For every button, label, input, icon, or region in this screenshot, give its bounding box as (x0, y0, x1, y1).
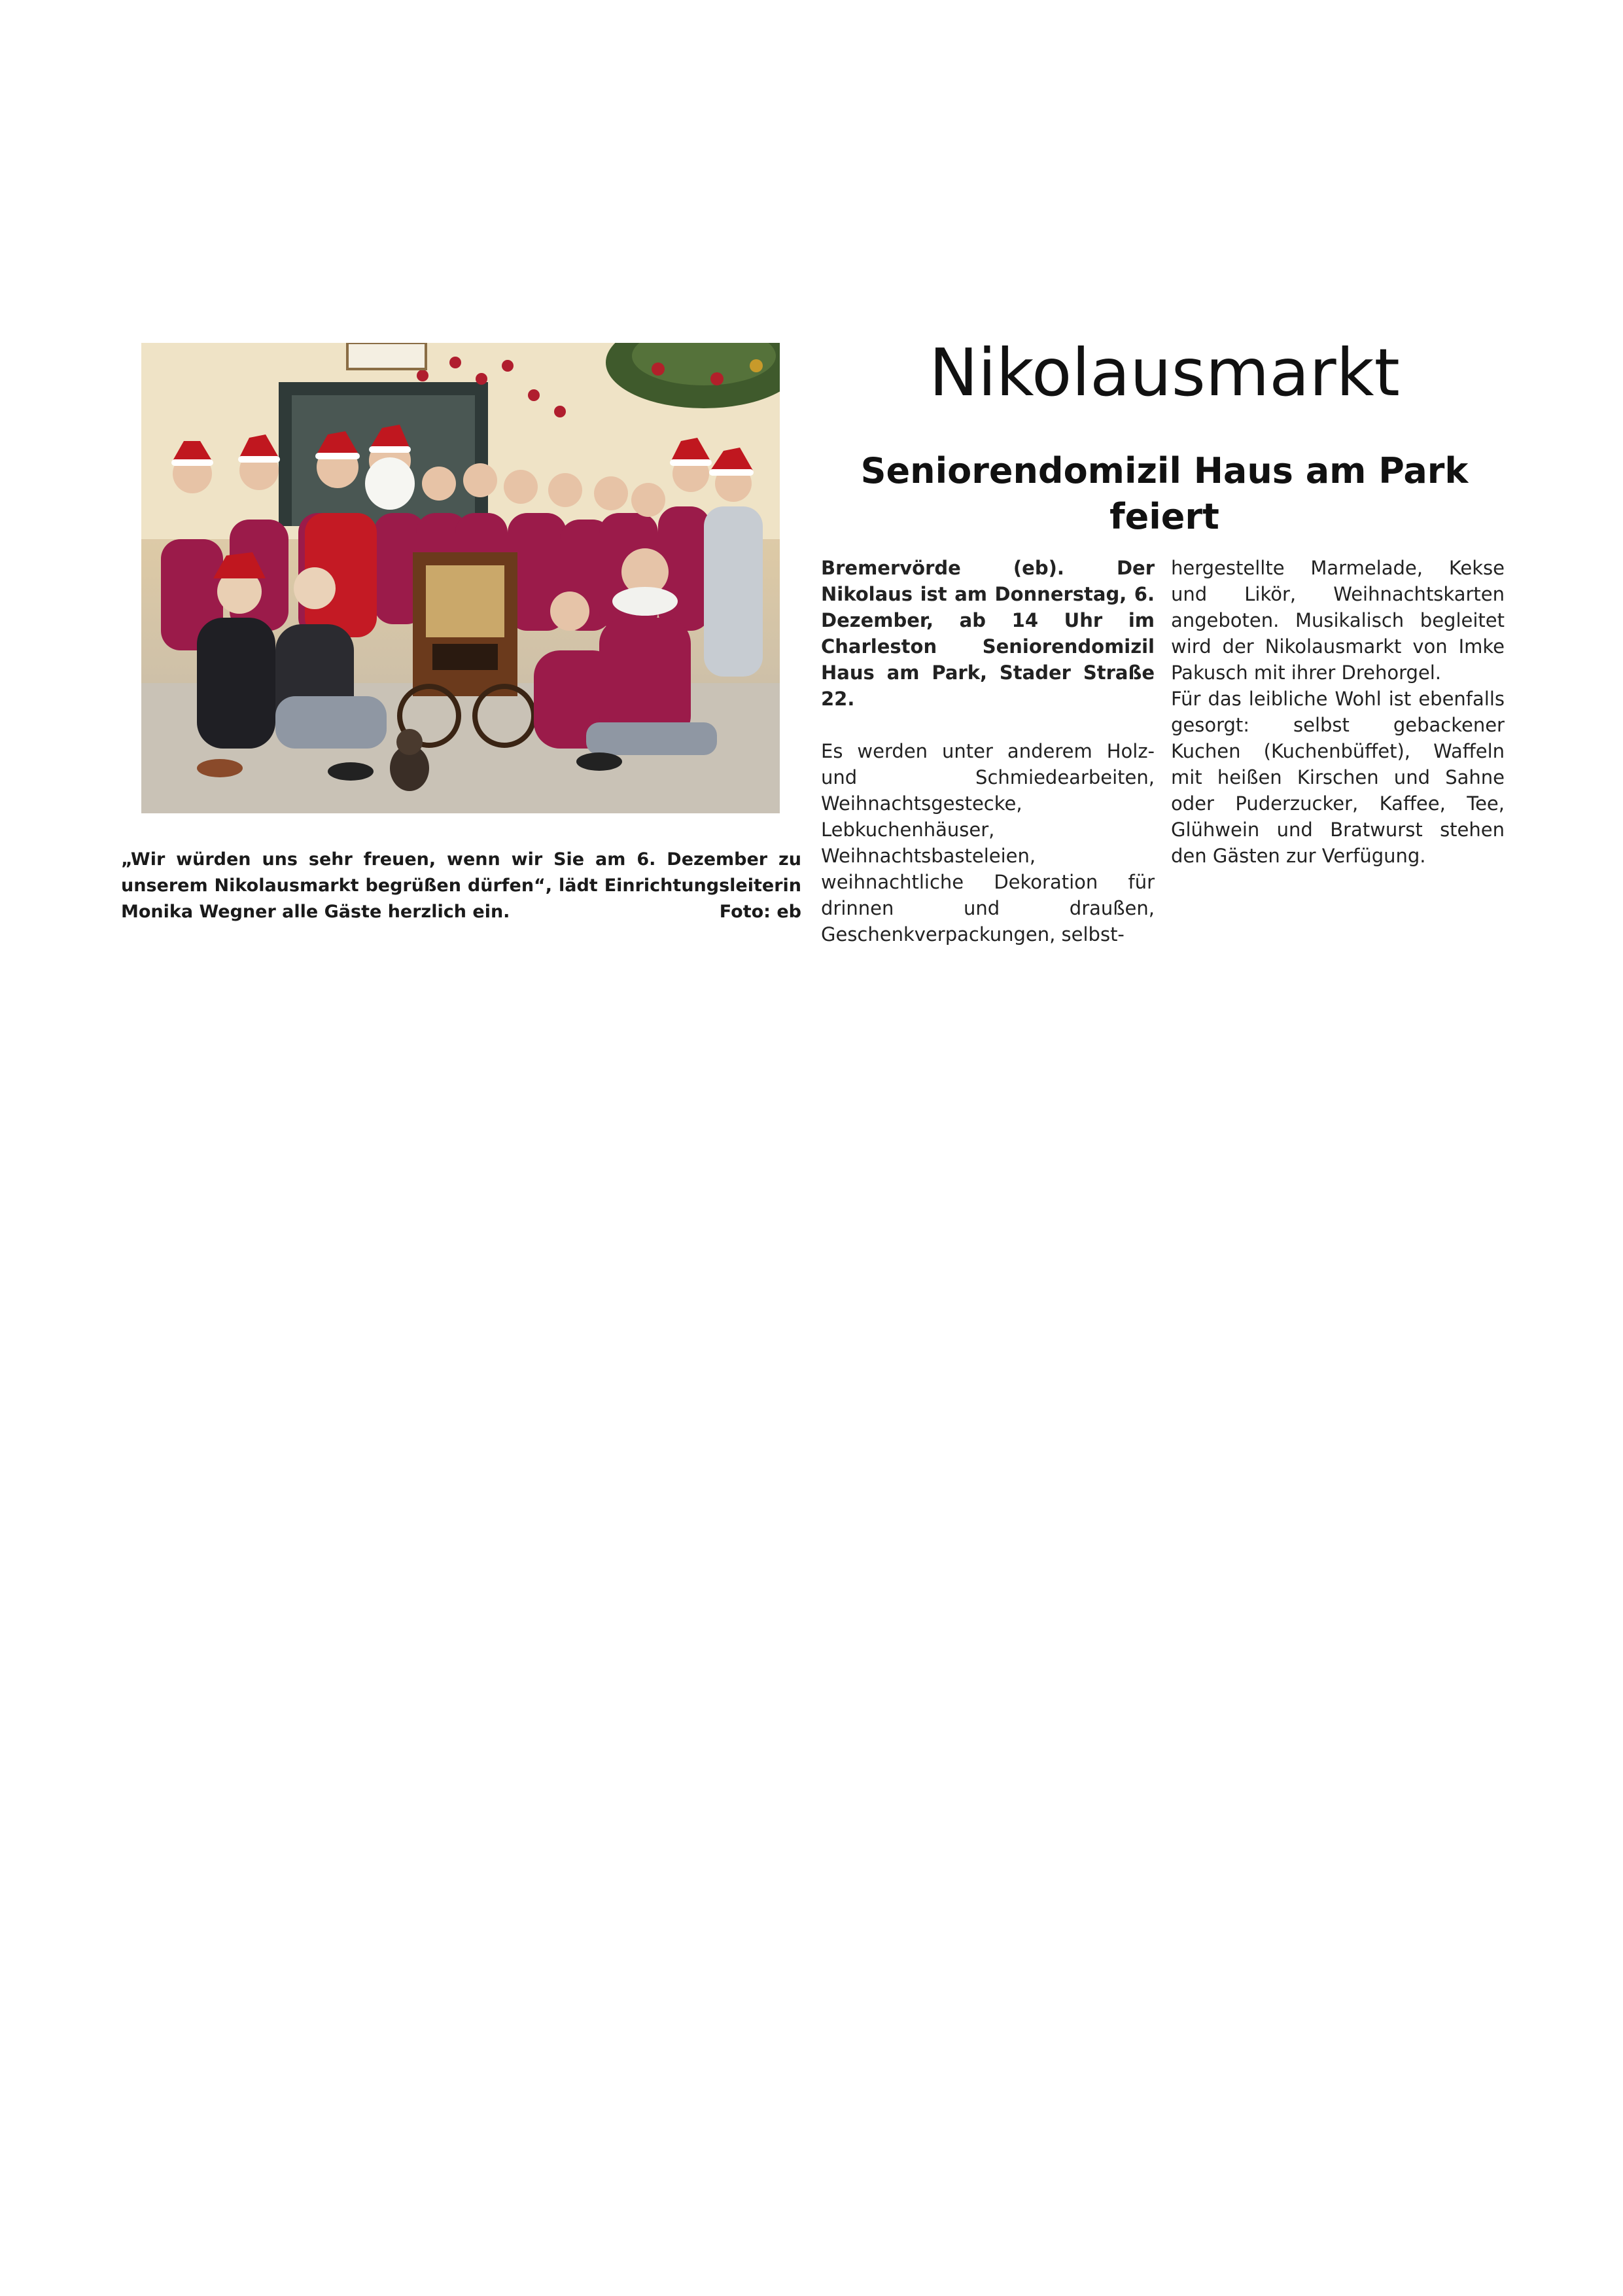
article-paragraph: hergestellte Marmelade, Kekse und Likör, Weihnachtskarten angeboten. Musikalisch begleitet wird der Nikolausmarkt von Imke Pakusch mit ihrer Drehorgel. (1171, 557, 1505, 684)
article-paragraph: Für das leibliche Wohl ist ebenfalls gesorgt: selbst gebackener Kuchen (Kuchenbüffet), Waffeln mit heißen Kirschen und Sahne oder Puderzucker, Kaffee, Tee, Glühwein und Bratwurst stehen den Gästen zur Verfügung. (1171, 688, 1505, 867)
article-lead: Bremervörde (eb). Der Nikolaus ist am Donnerstag, 6. Dezember, ab 14 Uhr im Charleston Seniorendomizil Haus am Park, Stader Straße 22. (821, 557, 1155, 710)
group-photo-illustration (141, 343, 780, 813)
article-column-1 (821, 555, 1155, 947)
article-paragraph: Es werden unter anderem Holz- und Schmiedearbeiten, Weihnachtsgestecke, Lebkuchenhäuser, Weihnachtsbasteleien, weihnachtliche Dekoration für drinnen und draußen, Geschenkverpackungen, selbst- (821, 740, 1155, 945)
photo-caption-text: „Wir würden uns sehr freuen, wenn wir Sie am 6. Dezember zu unserem Nikolausmarkt begrüßen dürfen“, lädt Einrichtungsleiterin Monika Wegner alle Gäste herzlich ein. (121, 849, 801, 922)
article-headline: Nikolausmarkt (929, 334, 1400, 411)
photo-credit: Foto: eb (719, 902, 801, 922)
article-subheadline: Seniorendomizil Haus am Park feiert (860, 450, 1469, 537)
article-column-2 (1171, 555, 1505, 869)
article-photo (141, 343, 780, 813)
photo-caption (121, 847, 801, 925)
